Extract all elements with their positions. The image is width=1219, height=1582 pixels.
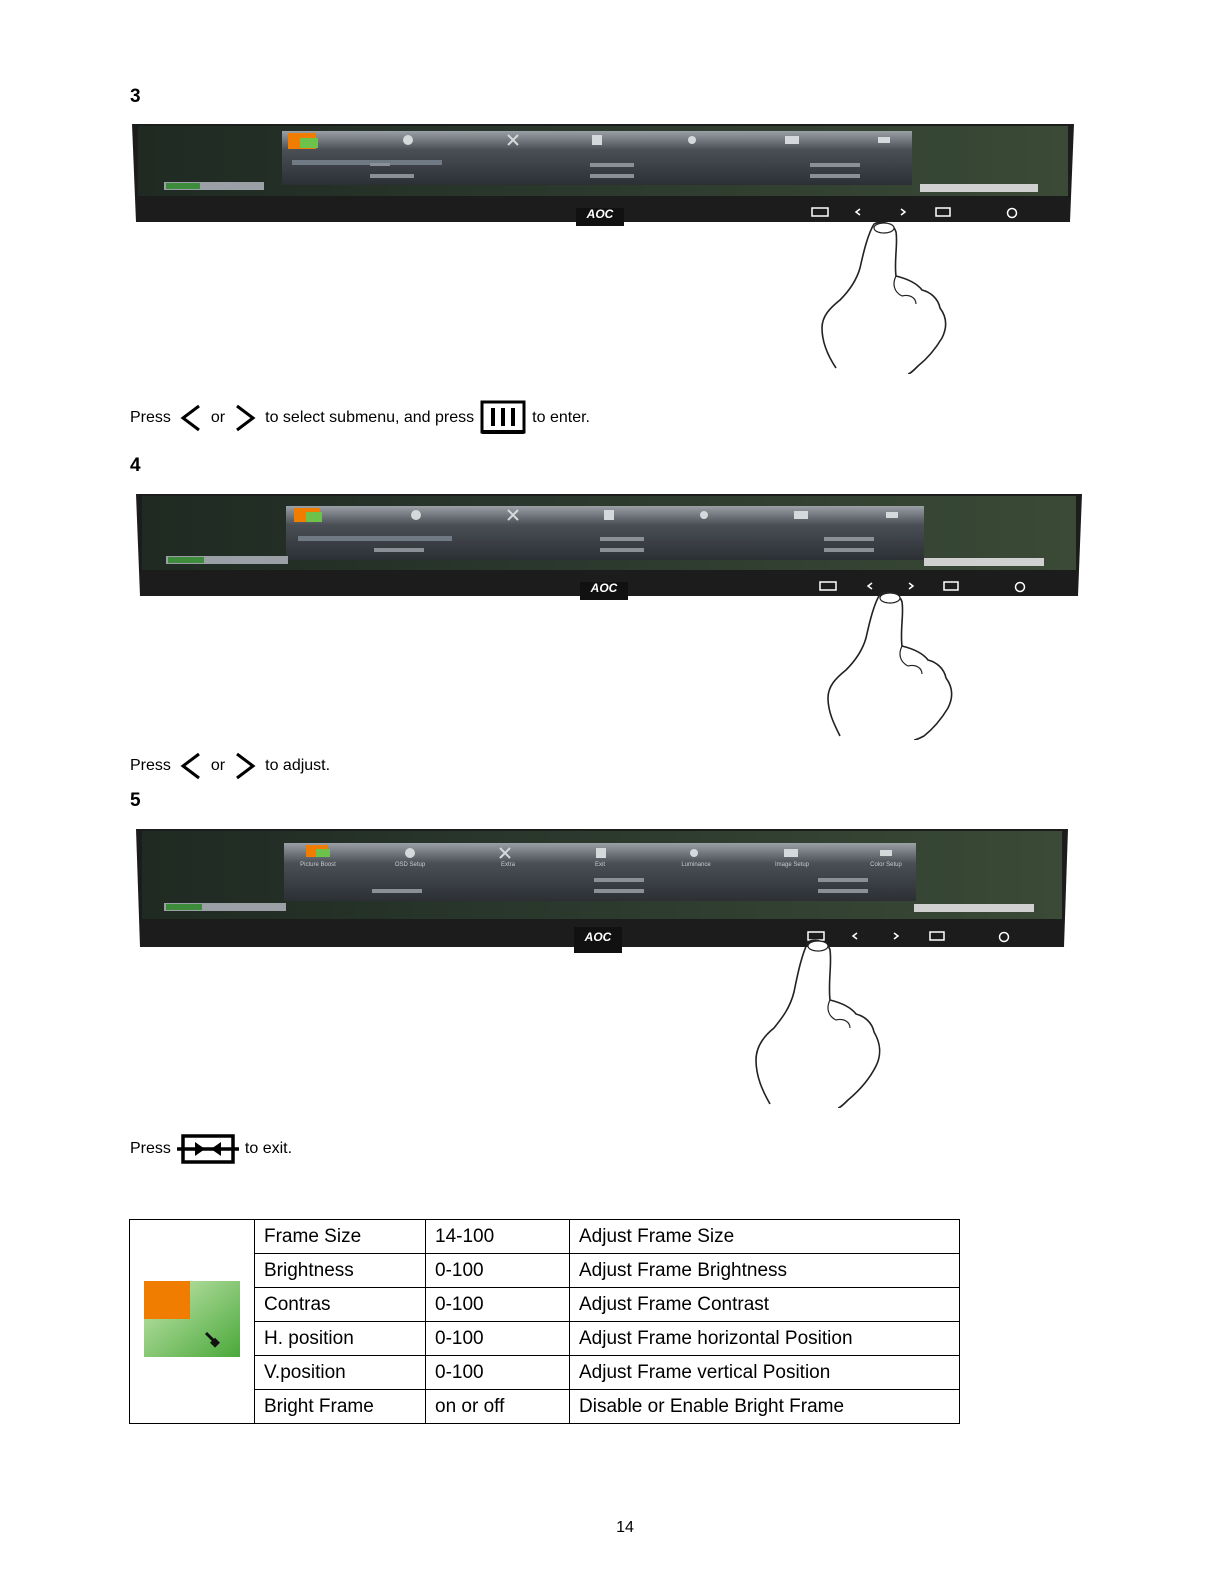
table-cell-name: V.position — [255, 1356, 426, 1390]
table-cell-name: H. position — [255, 1322, 426, 1356]
exit-icon — [177, 1130, 239, 1168]
table-cell-desc: Adjust Frame Contrast — [570, 1288, 960, 1322]
table-cell-name: Brightness — [255, 1254, 426, 1288]
caption-or-text: or — [210, 409, 226, 426]
monitor-logo: AOC — [584, 930, 612, 944]
table-row — [130, 1322, 960, 1356]
step-number-3: 3 — [130, 86, 141, 107]
osd-menu-label: Color Setup — [870, 862, 902, 868]
osd-menu-label: Exit — [594, 862, 606, 868]
table-cell-range: 0-100 — [426, 1356, 570, 1390]
caption-enter-text: to enter. — [532, 409, 590, 426]
menu-enter-icon — [480, 400, 526, 436]
picture-boost-icon — [144, 1281, 240, 1357]
osd-menu-label: Picture Boost — [300, 862, 336, 868]
caption-select-text: to select submenu, and press — [265, 409, 475, 426]
caption-or-text: or — [210, 757, 226, 774]
monitor-photo-step-3 — [130, 122, 1076, 228]
pointing-hand-step-3 — [818, 220, 952, 374]
table-cell-range: 0-100 — [426, 1322, 570, 1356]
chevron-right-icon — [231, 402, 259, 434]
caption-step-4 — [130, 750, 330, 782]
caption-exit-text: to exit. — [244, 1140, 293, 1157]
chevron-left-icon — [177, 750, 205, 782]
pointing-hand-step-4 — [824, 590, 958, 740]
table-cell-desc: Adjust Frame Size — [570, 1220, 960, 1254]
table-cell-desc: Adjust Frame vertical Position — [570, 1356, 960, 1390]
osd-menu-label: Extra — [500, 862, 516, 868]
table-cell-desc: Adjust Frame horizontal Position — [570, 1322, 960, 1356]
picture-boost-settings-table — [129, 1219, 960, 1424]
step-number-4: 4 — [130, 455, 141, 476]
chevron-right-icon — [231, 750, 259, 782]
osd-menu-label: Image Setup — [774, 862, 810, 868]
table-row — [130, 1390, 960, 1424]
table-cell-desc: Adjust Frame Brightness — [570, 1254, 960, 1288]
table-cell-range: on or off — [426, 1390, 570, 1424]
monitor-photo-step-5 — [134, 827, 1070, 955]
table-row — [130, 1356, 960, 1390]
pointing-hand-step-5 — [752, 938, 886, 1108]
table-cell-range: 0-100 — [426, 1254, 570, 1288]
osd-menu-label: Luminance — [681, 862, 711, 868]
caption-press-text: Press — [130, 757, 171, 774]
monitor-logo: AOC — [586, 207, 614, 221]
page-number: 14 — [616, 1519, 634, 1536]
monitor-photo-step-4 — [134, 492, 1084, 602]
table-row — [130, 1220, 960, 1254]
monitor-logo: AOC — [590, 581, 618, 595]
icon-cell — [130, 1220, 255, 1424]
table-cell-range: 14-100 — [426, 1220, 570, 1254]
table-cell-name: Contras — [255, 1288, 426, 1322]
caption-press-text: Press — [130, 409, 171, 426]
table-row — [130, 1288, 960, 1322]
table-cell-range: 0-100 — [426, 1288, 570, 1322]
table-cell-name: Bright Frame — [255, 1390, 426, 1424]
caption-adjust-text: to adjust. — [265, 757, 331, 774]
table-cell-desc: Disable or Enable Bright Frame — [570, 1390, 960, 1424]
step-number-5: 5 — [130, 790, 141, 811]
caption-press-text: Press — [130, 1140, 171, 1157]
chevron-left-icon — [177, 402, 205, 434]
osd-menu-label: OSD Setup — [394, 862, 426, 868]
table-cell-name: Frame Size — [255, 1220, 426, 1254]
table-row — [130, 1254, 960, 1288]
caption-step-5 — [130, 1130, 292, 1168]
caption-step-3 — [130, 400, 590, 436]
